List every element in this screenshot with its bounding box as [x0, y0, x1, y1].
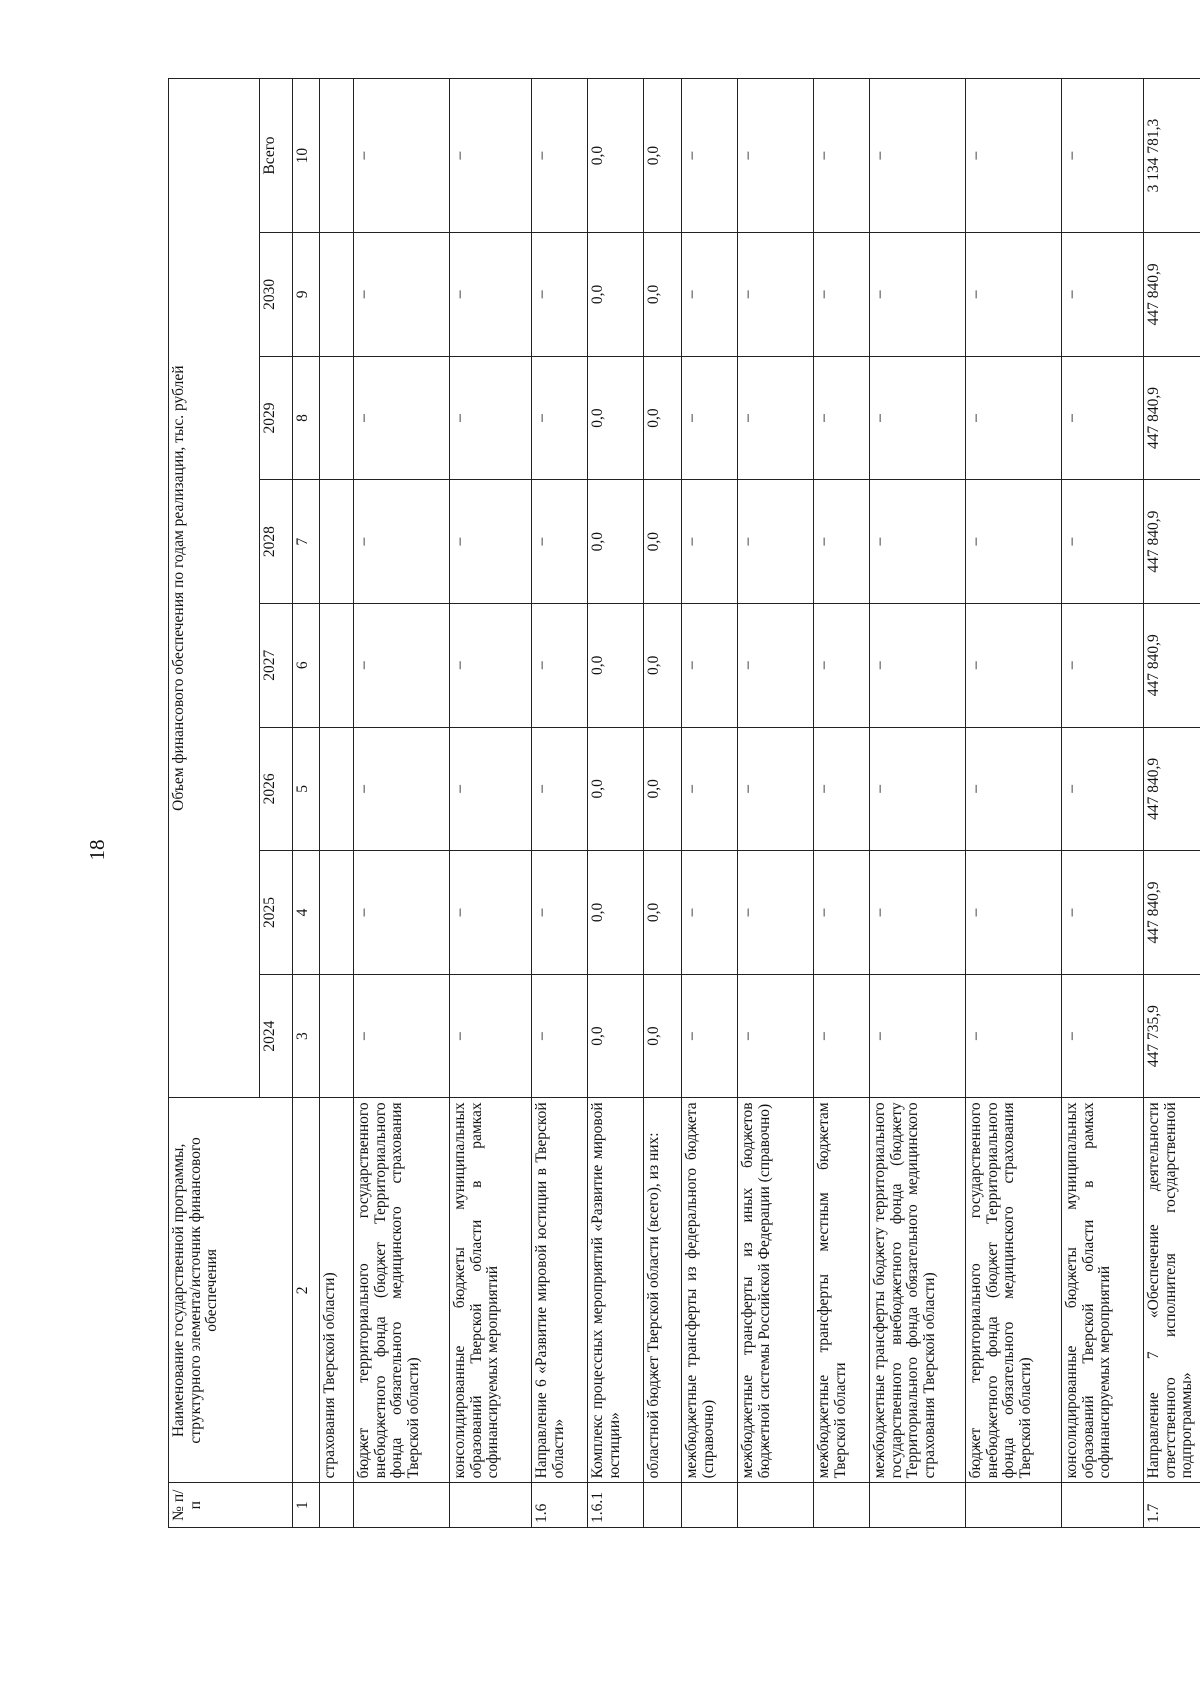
value-cell: – [450, 480, 532, 604]
value-cell [320, 974, 354, 1098]
column-header-name: Наименование государственной программы, структурного элемента/источник финансового обеспечения [169, 1098, 293, 1483]
column-header-no: № п/п [169, 1483, 293, 1528]
row-number [354, 1483, 450, 1528]
column-number: 10 [293, 79, 320, 233]
value-cell: 0,0 [644, 851, 682, 975]
total-cell: – [814, 79, 870, 233]
value-cell: 0,0 [644, 974, 682, 1098]
table-row [1062, 79, 1144, 1528]
value-cell: 0,0 [644, 603, 682, 727]
value-cell: – [354, 603, 450, 727]
table-row [532, 79, 588, 1528]
value-cell: – [738, 233, 814, 357]
row-name: межбюджетные трансферты из федерального бюджета (справочно) [682, 1098, 738, 1483]
value-cell: 447 840,9 [1144, 851, 1200, 975]
value-cell: 0,0 [644, 233, 682, 357]
year-header: 2024 [260, 974, 293, 1098]
value-cell: – [1062, 603, 1144, 727]
total-cell: 3 134 781,3 [1144, 79, 1200, 233]
row-number [682, 1483, 738, 1528]
column-number: 5 [293, 727, 320, 851]
value-cell [320, 851, 354, 975]
table-row [870, 79, 966, 1528]
value-cell: – [354, 974, 450, 1098]
value-cell: – [814, 727, 870, 851]
header-row-top [169, 79, 260, 1528]
row-name: межбюджетные трансферты местным бюджетам Тверской области [814, 1098, 870, 1483]
value-cell: – [870, 974, 966, 1098]
total-cell: – [354, 79, 450, 233]
value-cell: 447 840,9 [1144, 603, 1200, 727]
value-cell: – [682, 727, 738, 851]
total-cell: – [532, 79, 588, 233]
value-cell: 0,0 [588, 356, 644, 480]
row-number [320, 1483, 354, 1528]
column-number: 3 [293, 974, 320, 1098]
rotated-table-area [168, 78, 1196, 1528]
value-cell: – [450, 233, 532, 357]
column-number: 6 [293, 603, 320, 727]
value-cell: 447 840,9 [1144, 480, 1200, 604]
value-cell: – [682, 851, 738, 975]
value-cell: 0,0 [588, 851, 644, 975]
row-number [814, 1483, 870, 1528]
value-cell: – [450, 851, 532, 975]
value-cell: 447 735,9 [1144, 974, 1200, 1098]
total-cell: – [738, 79, 814, 233]
value-cell: – [450, 603, 532, 727]
value-cell: – [870, 727, 966, 851]
row-name: областной бюджет Тверской области (всего), из них: [644, 1098, 682, 1483]
value-cell: – [814, 851, 870, 975]
value-cell: – [1062, 851, 1144, 975]
value-cell: – [738, 356, 814, 480]
row-name: консолидированные бюджеты муниципальных образований Тверской области в рамках софинансируемых мероприятий [1062, 1098, 1144, 1483]
column-number: 9 [293, 233, 320, 357]
value-cell: – [1062, 233, 1144, 357]
column-group-title: Объем финансового обеспечения по годам реализации, тыс. рублей [169, 79, 260, 1098]
value-cell: – [354, 356, 450, 480]
year-header: 2030 [260, 233, 293, 357]
value-cell: 0,0 [588, 480, 644, 604]
total-header: Всего [260, 79, 293, 233]
financing-table [168, 78, 1200, 1528]
year-header: 2026 [260, 727, 293, 851]
value-cell: – [814, 356, 870, 480]
total-cell: – [966, 79, 1062, 233]
total-cell: 0,0 [644, 79, 682, 233]
table-row [450, 79, 532, 1528]
value-cell: – [814, 233, 870, 357]
value-cell: – [354, 851, 450, 975]
value-cell: – [966, 480, 1062, 604]
value-cell [320, 480, 354, 604]
value-cell: – [682, 480, 738, 604]
value-cell: – [450, 727, 532, 851]
row-number [1062, 1483, 1144, 1528]
value-cell: – [1062, 974, 1144, 1098]
value-cell: 0,0 [588, 603, 644, 727]
column-number: 2 [293, 1098, 320, 1483]
row-name: межбюджетные трансферты из иных бюджетов бюджетной системы Российской Федерации (справочно) [738, 1098, 814, 1483]
column-number: 1 [293, 1483, 320, 1528]
row-number: 1.6 [532, 1483, 588, 1528]
table-row [1144, 79, 1200, 1528]
row-name: бюджет территориального государственного внебюджетного фонда (бюджет Территориального фонда обязательного медицинского страхования Тверской области) [966, 1098, 1062, 1483]
value-cell: – [738, 727, 814, 851]
value-cell: – [870, 233, 966, 357]
value-cell: – [450, 356, 532, 480]
row-name: Комплекс процессных мероприятий «Развитие мировой юстиции» [588, 1098, 644, 1483]
value-cell: – [814, 974, 870, 1098]
value-cell: – [532, 603, 588, 727]
table-row [966, 79, 1062, 1528]
row-number [450, 1483, 532, 1528]
value-cell: 447 840,9 [1144, 727, 1200, 851]
year-header: 2027 [260, 603, 293, 727]
value-cell: – [1062, 480, 1144, 604]
total-cell: – [1062, 79, 1144, 233]
value-cell: 0,0 [644, 356, 682, 480]
total-cell: – [450, 79, 532, 233]
value-cell [320, 356, 354, 480]
year-header: 2028 [260, 480, 293, 604]
value-cell: 0,0 [588, 233, 644, 357]
value-cell: – [870, 851, 966, 975]
value-cell: – [682, 603, 738, 727]
value-cell: 0,0 [644, 727, 682, 851]
column-numbers-row [293, 79, 320, 1528]
value-cell: – [814, 480, 870, 604]
value-cell: – [966, 603, 1062, 727]
value-cell: 0,0 [588, 727, 644, 851]
value-cell: – [870, 603, 966, 727]
value-cell: – [354, 727, 450, 851]
value-cell [320, 727, 354, 851]
table-body [320, 79, 1200, 1528]
value-cell: – [1062, 727, 1144, 851]
value-cell: – [814, 603, 870, 727]
value-cell: – [738, 603, 814, 727]
value-cell: – [1062, 356, 1144, 480]
value-cell: – [738, 974, 814, 1098]
table-row [682, 79, 738, 1528]
table-row [354, 79, 450, 1528]
value-cell: 0,0 [588, 974, 644, 1098]
value-cell: – [682, 233, 738, 357]
value-cell: – [870, 356, 966, 480]
value-cell: – [532, 233, 588, 357]
value-cell: – [966, 233, 1062, 357]
page-number: 18 [85, 839, 109, 861]
table-row [588, 79, 644, 1528]
value-cell: – [870, 480, 966, 604]
row-number: 1.6.1 [588, 1483, 644, 1528]
total-cell: – [682, 79, 738, 233]
table-row [814, 79, 870, 1528]
total-cell: – [870, 79, 966, 233]
value-cell: – [354, 480, 450, 604]
row-number [738, 1483, 814, 1528]
row-name: страхования Тверской области) [320, 1098, 354, 1483]
value-cell: – [532, 356, 588, 480]
value-cell: 0,0 [644, 480, 682, 604]
row-number [644, 1483, 682, 1528]
table-row [320, 79, 354, 1528]
row-name: консолидированные бюджеты муниципальных образований Тверской области в рамках софинансируемых мероприятий [450, 1098, 532, 1483]
value-cell: – [682, 356, 738, 480]
row-name: Направление 7 «Обеспечение деятельности ответственного исполнителя государственной подпрограммы» [1144, 1098, 1200, 1483]
value-cell [320, 603, 354, 727]
value-cell [320, 233, 354, 357]
year-header: 2029 [260, 356, 293, 480]
value-cell: – [738, 851, 814, 975]
value-cell: – [532, 974, 588, 1098]
value-cell: – [738, 480, 814, 604]
row-name: межбюджетные трансферты бюджету территориального государственного внебюджетного фонда (бюджету Территориального фонда обязательного медицинского страхования Тверской области) [870, 1098, 966, 1483]
column-number: 7 [293, 480, 320, 604]
total-cell [320, 79, 354, 233]
value-cell: – [532, 480, 588, 604]
row-number [870, 1483, 966, 1528]
row-number: 1.7 [1144, 1483, 1200, 1528]
row-name: бюджет территориального государственного внебюджетного фонда (бюджет Территориального фонда обязательного медицинского страхования Тверской области) [354, 1098, 450, 1483]
row-name: Направление 6 «Развитие мировой юстиции в Тверской области» [532, 1098, 588, 1483]
year-header: 2025 [260, 851, 293, 975]
table-row [738, 79, 814, 1528]
value-cell: – [966, 974, 1062, 1098]
value-cell: – [532, 727, 588, 851]
column-number: 4 [293, 851, 320, 975]
row-number [966, 1483, 1062, 1528]
value-cell: 447 840,9 [1144, 233, 1200, 357]
value-cell: – [682, 974, 738, 1098]
value-cell: – [966, 356, 1062, 480]
value-cell: – [354, 233, 450, 357]
value-cell: – [532, 851, 588, 975]
total-cell: 0,0 [588, 79, 644, 233]
value-cell: – [450, 974, 532, 1098]
table-row [644, 79, 682, 1528]
value-cell: – [966, 851, 1062, 975]
column-number: 8 [293, 356, 320, 480]
value-cell: 447 840,9 [1144, 356, 1200, 480]
value-cell: – [966, 727, 1062, 851]
